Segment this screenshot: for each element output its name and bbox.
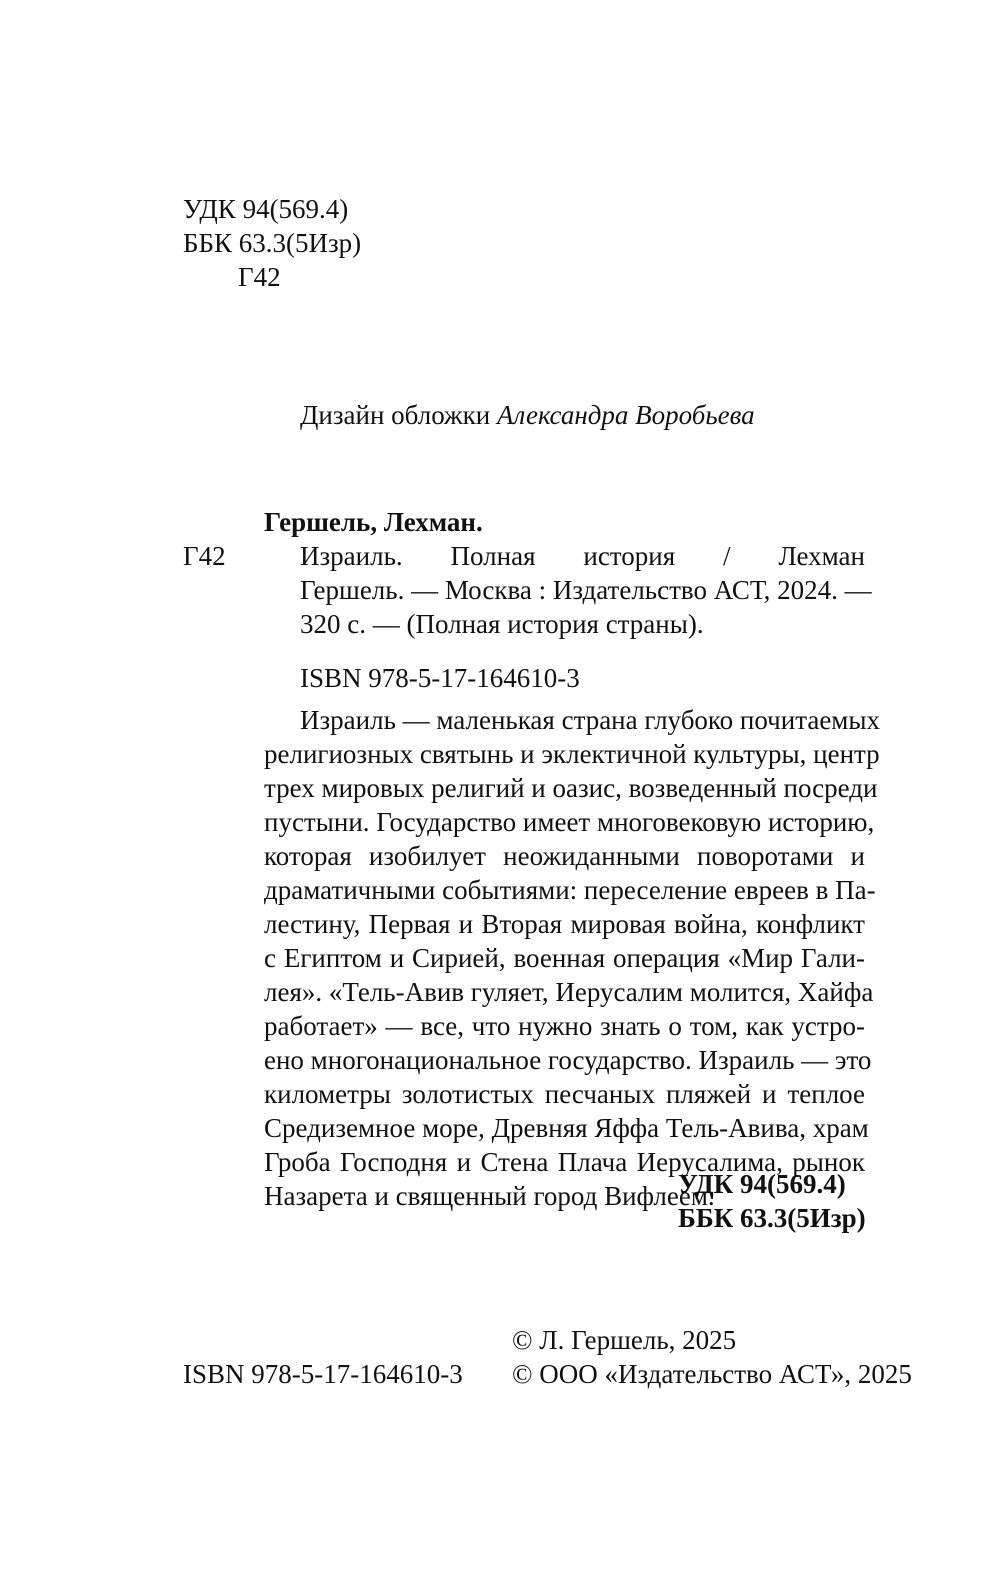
abstract-line: с Египтом и Сирией, военная операция «Мир Гали- — [264, 943, 865, 973]
copyright-publisher: © ООО «Издательство АСТ», 2025 — [512, 1359, 912, 1389]
abstract-line: драматичными событиями: переселение евреев в Па- — [264, 875, 876, 905]
abstract-line: километры золотистых песчаных пляжей и теплое — [264, 1079, 865, 1109]
udk-code: УДК 94(569.4) — [183, 194, 349, 224]
bbk-code: ББК 63.3(5Изр) — [183, 228, 362, 258]
abstract-line: которая изобилует неожиданными поворотами и — [264, 841, 865, 871]
abstract-line: Назарета и священный город Вифлеем. — [264, 1181, 715, 1211]
cover-design-credit — [300, 398, 755, 432]
catalog-author-mark: Г42 — [183, 541, 226, 571]
cover-credit-prefix: Дизайн обложки — [300, 400, 498, 430]
abstract-line: ено многонациональное государство. Израиль — это — [264, 1045, 872, 1075]
copyright-author: © Л. Гершель, 2025 — [512, 1325, 737, 1355]
udk-code-bottom: УДК 94(569.4) — [678, 1169, 846, 1199]
catalog-description — [300, 539, 872, 641]
cover-designer-name: Александра Воробьева — [497, 400, 755, 430]
description-line: Гершель. — Москва : Издательство АСТ, 2024. — — [300, 575, 872, 605]
abstract-line: работает» — все, что нужно знать о том, как устро- — [264, 1011, 865, 1041]
author-mark: Г42 — [238, 262, 281, 292]
bbk-code-bottom: ББК 63.3(5Изр) — [678, 1203, 866, 1233]
abstract-line: лестину, Первая и Вторая мировая война, конфликт — [264, 909, 865, 939]
abstract-line: трех мировых религий и оазис, возведенный посреди — [264, 773, 878, 803]
description-line: 320 с. — (Полная история страны). — [300, 609, 704, 639]
isbn-footer: ISBN 978-5-17-164610-3 — [183, 1359, 463, 1389]
abstract-line: Израиль — маленькая страна глубоко почитаемых — [300, 705, 881, 735]
description-line: Израиль. Полная история / Лехман — [300, 541, 865, 571]
catalog-author-heading: Гершель, Лехман. — [264, 507, 483, 537]
abstract-line: Средиземное море, Древняя Яффа Тель-Авива, храм — [264, 1113, 869, 1143]
abstract-line: Гроба Господня и Стена Плача Иерусалима, рынок — [264, 1147, 865, 1177]
abstract-line: религиозных святынь и эклектичной культуры, центр — [264, 739, 880, 769]
book-abstract — [264, 703, 881, 1213]
abstract-line: пустыни. Государство имеет многовековую историю, — [264, 807, 875, 837]
catalog-isbn: ISBN 978-5-17-164610-3 — [300, 663, 580, 693]
abstract-line: лея». «Тель-Авив гуляет, Иерусалим молится, Хайфа — [264, 977, 874, 1007]
